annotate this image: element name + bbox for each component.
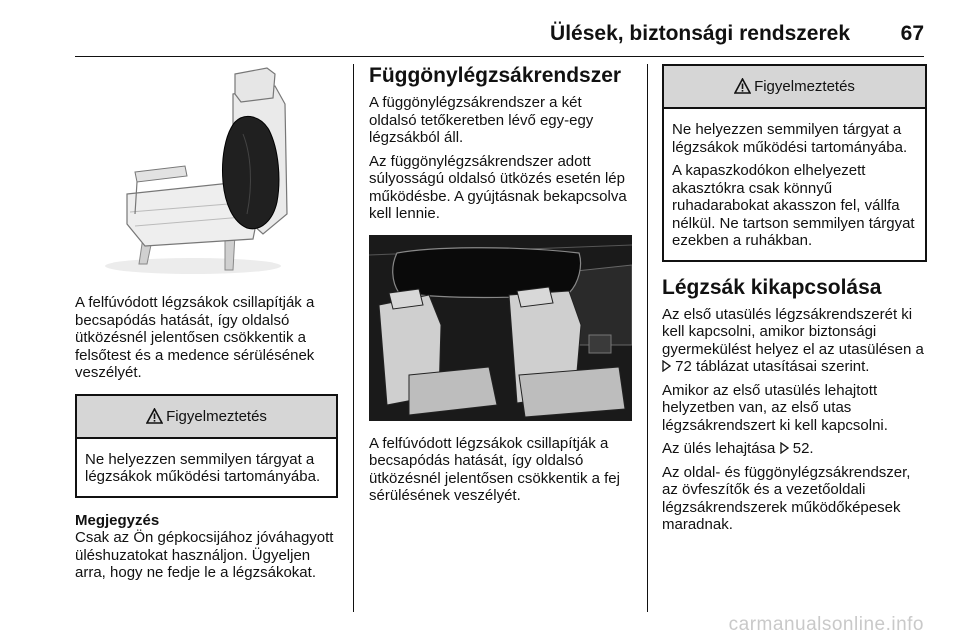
cabin-photo-caption: A felfúvódott légzsákok csillapítják a becsapódás hatását, így oldalsó ütközésnél jelentősen csökkentik a fej sérülésének veszélyét. <box>369 434 620 504</box>
warning-title: Figyelmeztetés <box>166 407 267 425</box>
warning-box-2 <box>662 64 927 262</box>
deactivation-para-1-text-a: Az első utasülés légzsákrendszerét ki kell kapcsolni, amikor biztonsági gyermekülést helyez el az utasülésen a <box>662 305 924 358</box>
side-airbag-seat-illustration <box>75 64 338 284</box>
warning-body <box>77 439 336 496</box>
warning-header <box>77 396 336 439</box>
column-1 <box>75 64 338 582</box>
cross-reference-icon <box>780 442 789 454</box>
warning-body <box>664 109 925 260</box>
footer-watermark: carmanualsonline.info <box>728 614 924 635</box>
deactivation-para-1 <box>662 306 927 376</box>
deactivation-para-1-text-b: táblázat utasításai szerint. <box>696 358 870 375</box>
warning-text-1: Ne helyezzen semmilyen tárgyat a légzsákok működési tartományába. <box>672 121 908 156</box>
curtain-airbag-heading: Függönylégzsákrendszer <box>369 64 622 87</box>
page-reference-link[interactable]: 52. <box>792 440 814 457</box>
seat-figure-caption: A felfúvódott légzsákok csillapítják a becsapódás hatását, így oldalsó ütközésnél jelentősen csökkentik a felsőtest és a medence sérülésének veszélyét. <box>75 294 315 381</box>
note-block <box>75 512 338 582</box>
column-3 <box>662 64 927 534</box>
header-rule <box>75 56 924 57</box>
curtain-airbag-para-1: A függönylégzsákrendszer a két oldalsó tetőkeretben lévő egy-egy légzsákból áll. <box>369 94 594 146</box>
warning-header <box>664 66 925 109</box>
curtain-airbag-para-2: Az függönylégzsákrendszer adott súlyosságú oldalsó ütközés esetén lép működésbe. A gyújtásnak bekapcsolva kell lennie. <box>369 152 627 222</box>
page-number: 67 <box>900 22 924 45</box>
warning-box-1 <box>75 394 338 498</box>
deactivation-para-3-text: Az ülés lehajtása <box>662 440 776 457</box>
note-text: Csak az Ön gépkocsijához jóváhagyott üléshuzatokat használjon. Ügyeljen arra, hogy ne fedje le a légzsákokat. <box>75 529 334 581</box>
deactivation-para-2: Amikor az első utasülés lehajtott helyzetben van, az első utas légzsákrendszert ki kell kapcsolni. <box>662 381 888 434</box>
note-label: Megjegyzés <box>75 511 160 529</box>
warning-triangle-icon <box>734 78 751 94</box>
deactivation-para-3 <box>662 440 927 458</box>
warning-text: Ne helyezzen semmilyen tárgyat a légzsákok működési tartományába. <box>85 450 321 485</box>
header-title: Ülések, biztonsági rendszerek <box>550 22 850 45</box>
curtain-airbag-cabin-illustration <box>369 235 632 421</box>
warning-title: Figyelmeztetés <box>754 78 855 95</box>
warning-triangle-icon <box>146 408 163 424</box>
column-2 <box>369 64 632 505</box>
column-divider-1 <box>353 64 354 612</box>
deactivation-para-4: Az oldal- és függönylégzsákrendszer, az övfeszítők és a vezetőoldali légzsákrendszerek működőképesek maradnak. <box>662 463 911 533</box>
cross-reference-icon <box>662 360 671 372</box>
warning-text-2: A kapaszkodókon elhelyezett akasztókra csak könnyű ruhadarabokat akasszon fel, vállfa nélkül. Ne tartson semmilyen tárgyat ezekben a ruhákban. <box>672 162 915 249</box>
column-divider-2 <box>647 64 648 612</box>
airbag-deactivation-heading: Légzsák kikapcsolása <box>662 275 882 299</box>
page-reference-link[interactable]: 72 <box>675 358 692 375</box>
